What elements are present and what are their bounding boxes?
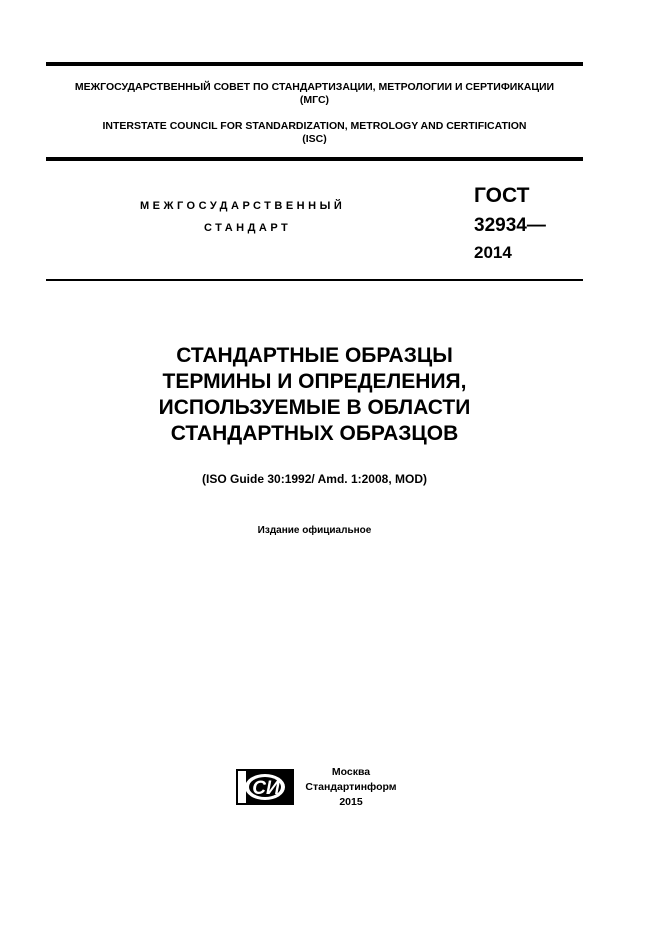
publisher-name: Стандартинформ [305, 781, 397, 793]
standard-type-line2: СТАНДАРТ [204, 222, 292, 234]
council-en-abbr: (ISC) [302, 133, 327, 145]
council-en [46, 120, 583, 146]
standard-type-line1: МЕЖГОСУДАРСТВЕННЫЙ [140, 200, 346, 212]
top-rule [46, 62, 583, 66]
council-en-name: INTERSTATE COUNCIL FOR STANDARDIZATION, METROLOGY AND CERTIFICATION [102, 120, 527, 132]
header-rule [46, 157, 583, 161]
council-ru-name: МЕЖГОСУДАРСТВЕННЫЙ СОВЕТ ПО СТАНДАРТИЗАЦИИ, МЕТРОЛОГИИ И СЕРТИФИКАЦИИ [74, 81, 555, 93]
document-title [46, 343, 583, 447]
publisher-year: 2015 [339, 796, 363, 808]
council-ru [46, 81, 583, 107]
title-line2: ТЕРМИНЫ И ОПРЕДЕЛЕНИЯ, [162, 370, 467, 393]
gost-number: 32934— [474, 215, 546, 236]
title-line1: СТАНДАРТНЫЕ ОБРАЗЦЫ [176, 344, 453, 367]
logo-lettering: СИ [252, 778, 280, 799]
gost-label: ГОСТ [474, 184, 530, 207]
standartinform-logo-icon [236, 767, 296, 807]
publisher-info [296, 765, 406, 810]
edition-note: Издание официальное [257, 525, 372, 536]
title-line4: СТАНДАРТНЫХ ОБРАЗЦОВ [170, 422, 459, 445]
standard-rule [46, 279, 583, 281]
iso-reference: (ISO Guide 30:1992/ Amd. 1:2008, MOD) [202, 472, 427, 486]
council-ru-abbr: (МГС) [299, 94, 330, 106]
title-line3: ИСПОЛЬЗУЕМЫЕ В ОБЛАСТИ [158, 396, 471, 419]
gost-year: 2014 [474, 243, 512, 262]
publisher-city: Москва [331, 766, 371, 778]
